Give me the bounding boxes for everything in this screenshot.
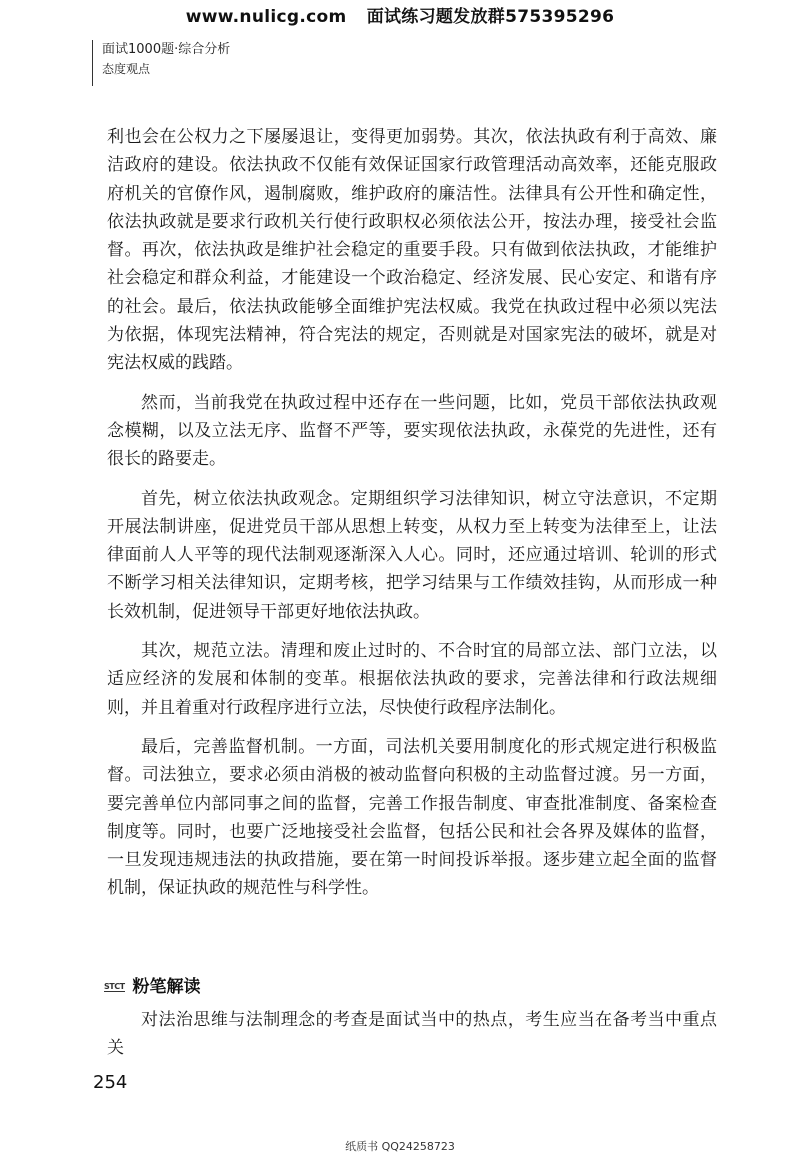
paragraph-4: 其次，规范立法。清理和废止过时的、不合时宜的局部立法、部门立法，以适应经济的发展和体制的变革。根据依法执政的要求，完善法律和行政法规细则，并且着重对行政程序进行立法，尽快使行政程序法制化。 — [107, 641, 717, 718]
watermark-site: www.nulicg.com — [185, 7, 347, 27]
analysis-paragraph: 对法治思维与法制理念的考查是面试当中的热点，考生应当在备考当中重点关 — [107, 1010, 717, 1058]
paragraph-1: 利也会在公权力之下屡屡退让，变得更加弱势。其次，依法执政有利于高效、廉洁政府的建设。依法执政不仅能有效保证国家行政管理活动高效率，还能克服政府机关的官僚作风，遏制腐败，维护政府的廉洁性。法律具有公开性和确定性，依法执政就是要求行政机关行使行政职权必须依法公开，按法办理，接受社会监督。再次，依法执政是维护社会稳定的重要手段。只有做到依法执政，才能维护社会稳定和群众利益，才能建设一个政治稳定、经济发展、民心安定、和谐有序的社会。最后，依法执政能够全面维护宪法权威。我党在执政过程中必须以宪法为依据，体现宪法精神，符合宪法的规定，否则就是对国家宪法的破坏，就是对宪法权威的践踏。 — [107, 127, 717, 374]
paragraph-3: 首先，树立依法执政观念。定期组织学习法律知识，树立守法意识，不定期开展法制讲座，促进党员干部从思想上转变，从权力至上转变为法律至上，让法律面前人人平等的现代法制观逐渐深入人心。同时，还应通过培训、轮训的形式不断学习相关法律知识，定期考核，把学习结果与工作绩效挂钩，从而形成一种长效机制，促进领导干部更好地依法执政。 — [107, 488, 717, 622]
body-text — [107, 123, 717, 914]
page-number: 254 — [93, 1072, 128, 1093]
watermark-group: 面试练习题发放群575395296 — [366, 7, 615, 27]
section-title: 粉笔解读 — [132, 977, 201, 997]
chapter-title: 态度观点 — [102, 62, 151, 76]
section-heading — [104, 972, 200, 997]
running-head — [92, 40, 230, 86]
footer-note: 纸质书 QQ24258723 — [345, 1140, 455, 1153]
paragraph-5: 最后，完善监督机制。一方面，司法机关要用制度化的形式规定进行积极监督。司法独立，要求必须由消极的被动监督向积极的主动监督过渡。另一方面，要完善单位内部同事之间的监督，完善工作报告制度、审查批准制度、备案检查制度等。同时，也要广泛地接受社会监督，包括公民和社会各界及媒体的监督，一旦发现违规违法的执政措施，要在第一时间投诉举报。逐步建立起全面的监督机制，保证执政的规范性与科学性。 — [107, 736, 717, 899]
watermark-banner — [0, 2, 800, 27]
paragraph-2: 然而，当前我党在执政过程中还存在一些问题，比如，党员干部依法执政观念模糊，以及立法无序、监督不严等，要实现依法执政，永葆党的先进性，还有很长的路要走。 — [107, 392, 717, 470]
fenbi-logo: STCT — [104, 982, 125, 991]
book-title: 面试1000题·综合分析 — [102, 42, 231, 57]
